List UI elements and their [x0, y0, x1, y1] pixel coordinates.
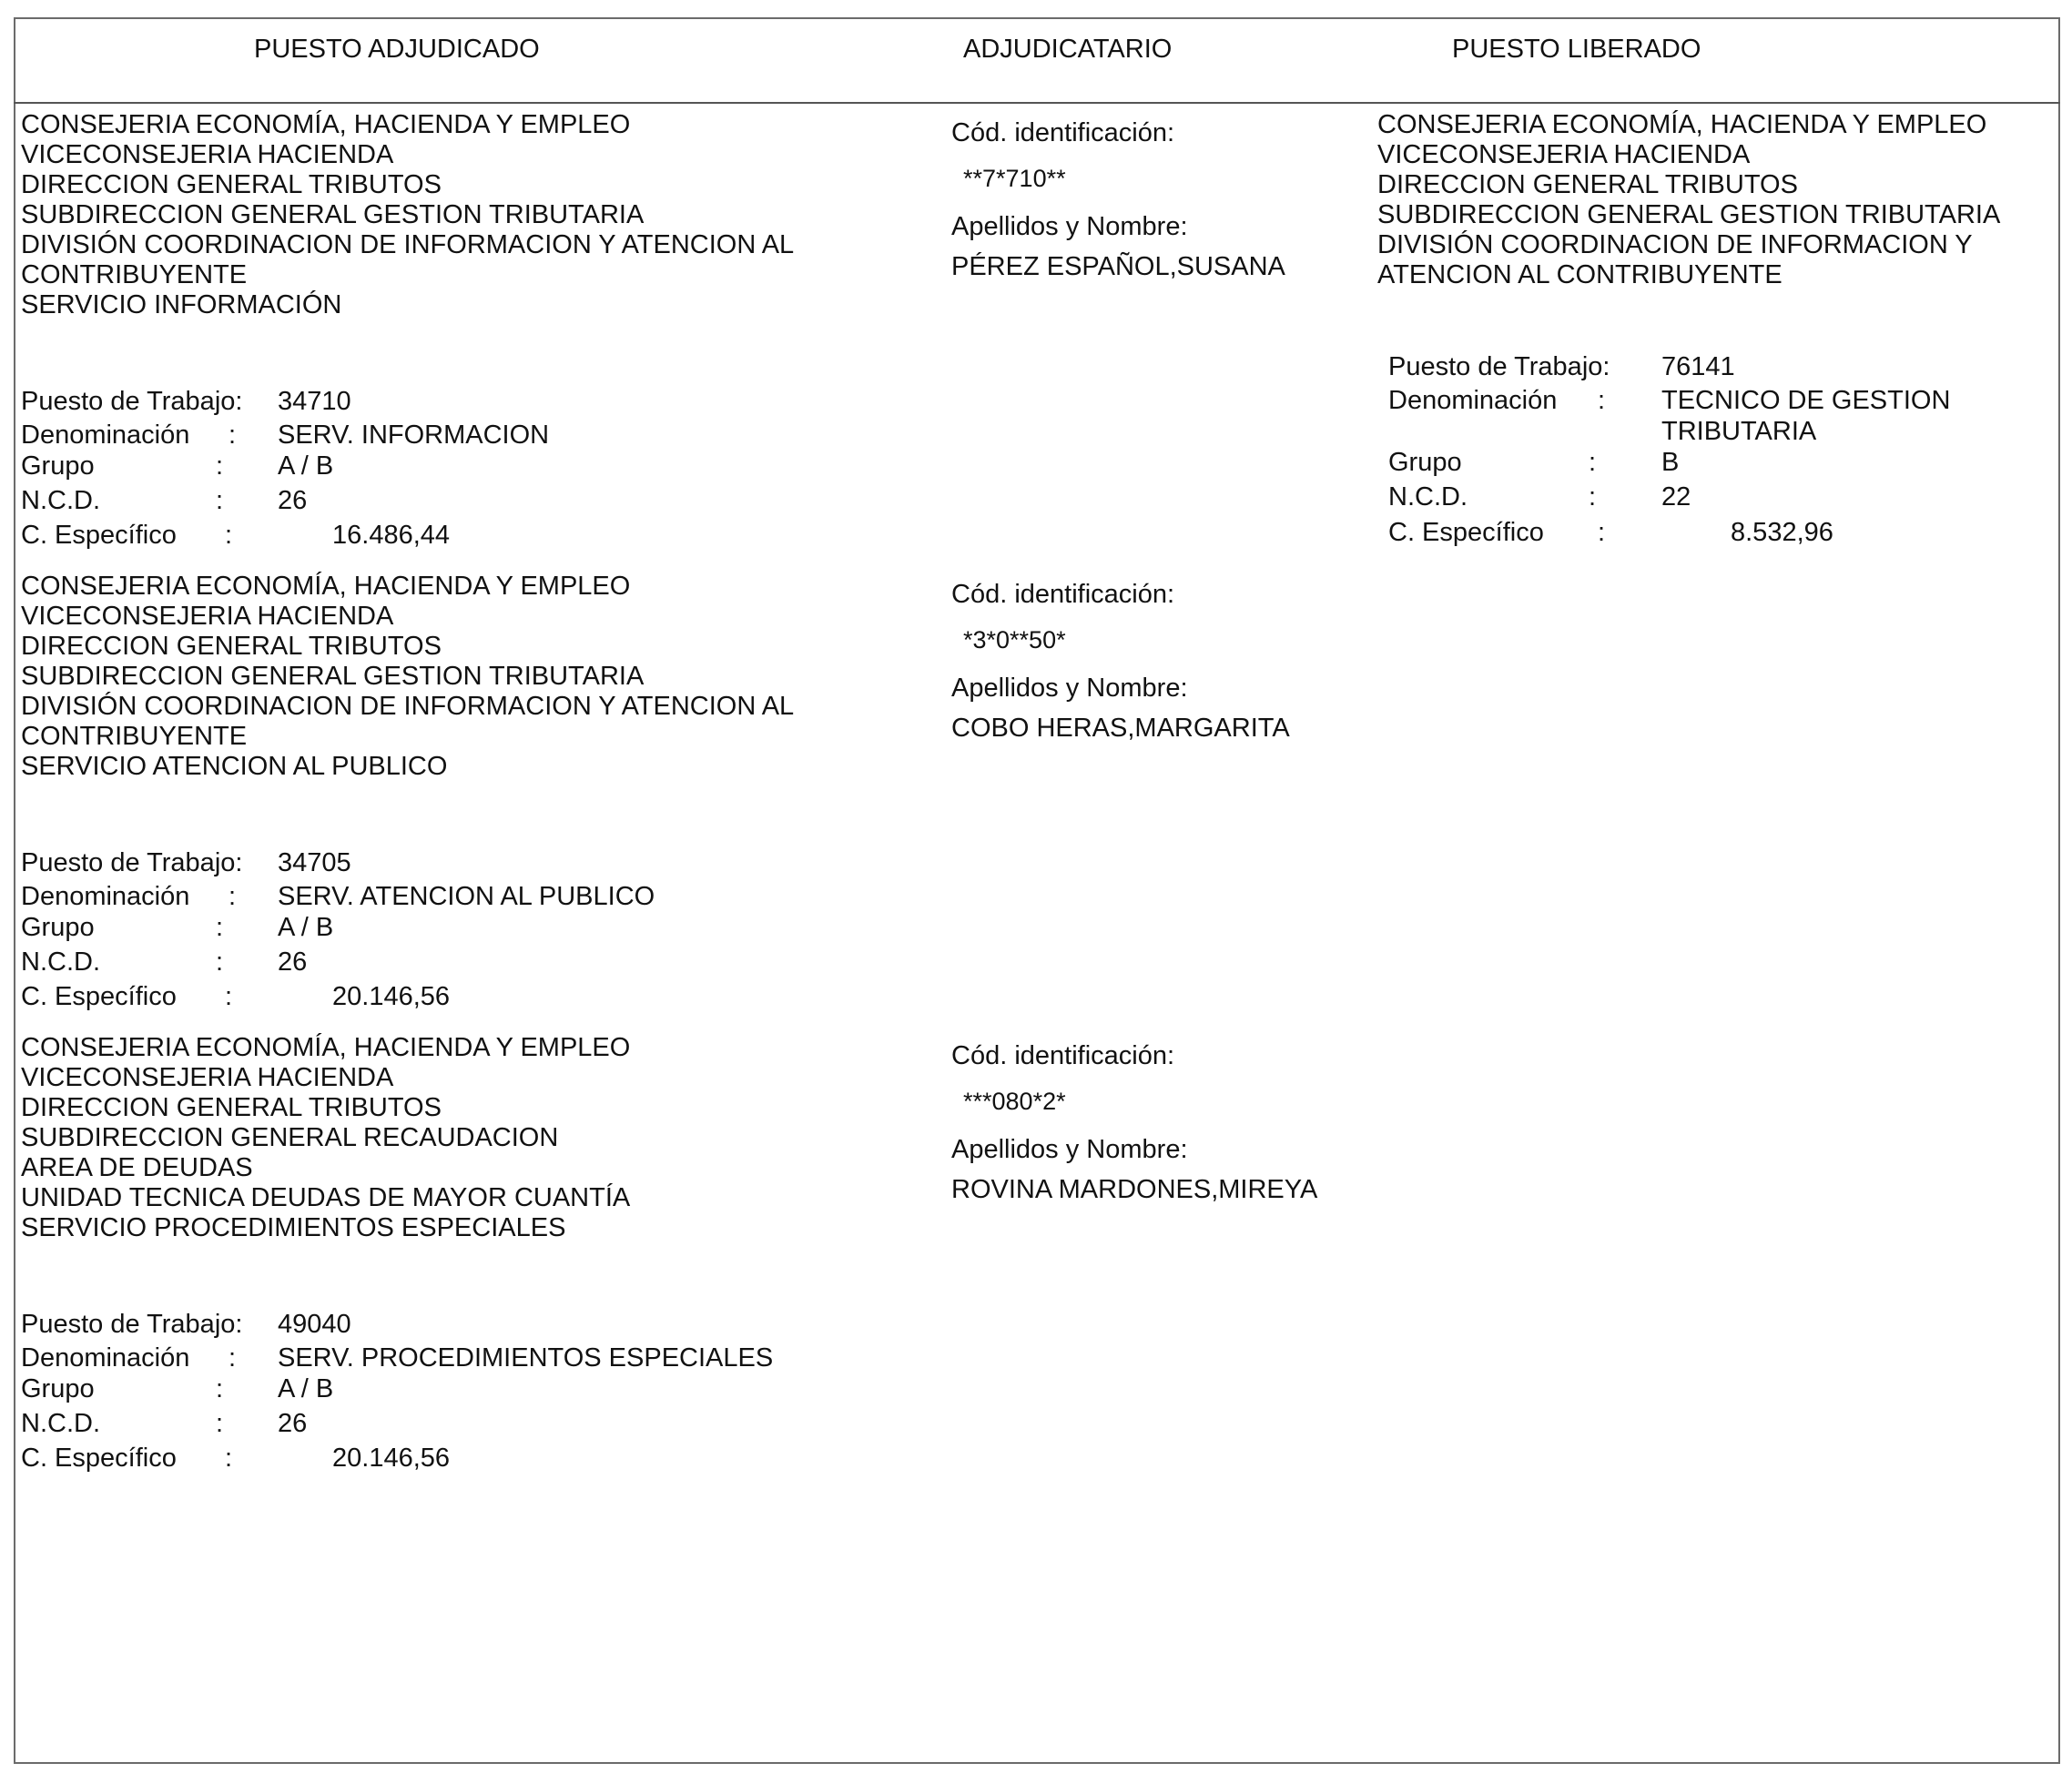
org-line: CONSEJERIA ECONOMÍA, HACIENDA Y EMPLEO — [21, 572, 631, 601]
grupo-value: A / B — [278, 451, 334, 481]
liberado-org-hierarchy — [1377, 110, 2000, 290]
entry-2-cod-label: Cód. identificación: — [951, 580, 1175, 609]
entry-1-nombre-label: Apellidos y Nombre: — [951, 212, 1188, 241]
org-line: DIRECCION GENERAL TRIBUTOS — [21, 1093, 442, 1122]
colon: : — [1598, 386, 1606, 415]
org-line: DIRECCION GENERAL TRIBUTOS — [1377, 170, 1798, 199]
ncd-value: 26 — [278, 947, 308, 977]
ncd-label: N.C.D. — [1388, 482, 1468, 512]
org-line: CONSEJERIA ECONOMÍA, HACIENDA Y EMPLEO — [21, 1033, 631, 1062]
denominacion-value: SERV. ATENCION AL PUBLICO — [278, 882, 655, 911]
denominacion-label: Denominación — [21, 882, 190, 911]
header-puesto-liberado: PUESTO LIBERADO — [1452, 35, 1701, 64]
puesto-label: Puesto de Trabajo: — [21, 387, 243, 416]
ncd-label: N.C.D. — [21, 486, 100, 515]
org-line: CONTRIBUYENTE — [21, 722, 248, 751]
denominacion-label: Denominación — [21, 1343, 190, 1373]
grupo-label: Grupo — [21, 451, 95, 481]
org-line: ATENCION AL CONTRIBUYENTE — [1377, 260, 1783, 289]
header-adjudicatario: ADJUDICATARIO — [963, 35, 1173, 64]
colon: : — [229, 1343, 237, 1373]
entry-2-cod-value: *3*0**50* — [963, 626, 1066, 653]
entry-2-nombre-value: COBO HERAS,MARGARITA — [951, 714, 1290, 743]
puesto-value: 49040 — [278, 1310, 351, 1339]
org-line: VICECONSEJERIA HACIENDA — [1377, 140, 1751, 169]
denominacion-value: TECNICO DE GESTION — [1661, 386, 1951, 415]
grupo-value: B — [1661, 448, 1680, 477]
org-line: VICECONSEJERIA HACIENDA — [21, 140, 394, 169]
colon: : — [216, 451, 224, 481]
header-divider — [14, 102, 2060, 104]
colon: : — [1589, 482, 1597, 512]
org-line: CONSEJERIA ECONOMÍA, HACIENDA Y EMPLEO — [21, 110, 631, 139]
grupo-label: Grupo — [1388, 448, 1462, 477]
entry-1-cod-label: Cód. identificación: — [951, 118, 1175, 147]
org-line: VICECONSEJERIA HACIENDA — [21, 1063, 394, 1092]
colon: : — [1598, 518, 1606, 547]
grupo-label: Grupo — [21, 913, 95, 942]
ncd-value: 26 — [278, 1409, 308, 1438]
colon: : — [229, 420, 237, 450]
ncd-label: N.C.D. — [21, 1409, 100, 1438]
colon: : — [225, 1444, 233, 1473]
especifico-label: C. Específico — [21, 521, 177, 550]
entry-3-cod-value: ***080*2* — [963, 1088, 1066, 1115]
colon: : — [216, 1409, 224, 1438]
colon: : — [225, 982, 233, 1011]
ncd-value: 26 — [278, 486, 308, 515]
org-line: CONTRIBUYENTE — [21, 260, 248, 289]
entry-2-org-hierarchy — [21, 572, 794, 782]
org-line: SUBDIRECCION GENERAL GESTION TRIBUTARIA — [21, 662, 645, 691]
colon: : — [216, 947, 224, 977]
puesto-value: 34705 — [278, 848, 351, 877]
org-line: UNIDAD TECNICA DEUDAS DE MAYOR CUANTÍA — [21, 1183, 631, 1212]
especifico-value: 20.146,56 — [332, 1444, 451, 1473]
colon: : — [229, 882, 237, 911]
puesto-value: 34710 — [278, 387, 351, 416]
entry-3-org-hierarchy — [21, 1033, 630, 1243]
org-line: SUBDIRECCION GENERAL GESTION TRIBUTARIA — [1377, 200, 2001, 229]
org-line: SERVICIO PROCEDIMIENTOS ESPECIALES — [21, 1213, 566, 1242]
colon: : — [216, 1374, 224, 1403]
org-line: DIVISIÓN COORDINACION DE INFORMACION Y — [1377, 230, 1973, 259]
especifico-value: 20.146,56 — [332, 982, 451, 1011]
colon: : — [225, 521, 233, 550]
entry-1-org-hierarchy — [21, 110, 794, 320]
especifico-label: C. Específico — [21, 982, 177, 1011]
org-line: SUBDIRECCION GENERAL RECAUDACION — [21, 1123, 559, 1152]
org-line: AREA DE DEUDAS — [21, 1153, 253, 1182]
liberado-denominacion-value-cont: TRIBUTARIA — [1661, 417, 1817, 446]
puesto-value: 76141 — [1661, 352, 1735, 381]
entry-3-nombre-label: Apellidos y Nombre: — [951, 1135, 1188, 1164]
especifico-label: C. Específico — [21, 1444, 177, 1473]
grupo-value: A / B — [278, 1374, 334, 1403]
especifico-value: 16.486,44 — [332, 521, 451, 550]
ncd-value: 22 — [1661, 482, 1691, 512]
colon: : — [216, 486, 224, 515]
org-line: DIVISIÓN COORDINACION DE INFORMACION Y ATENCION AL — [21, 692, 795, 721]
org-line: DIRECCION GENERAL TRIBUTOS — [21, 170, 442, 199]
org-line: DIRECCION GENERAL TRIBUTOS — [21, 632, 442, 661]
org-line: CONSEJERIA ECONOMÍA, HACIENDA Y EMPLEO — [1377, 110, 1987, 139]
grupo-label: Grupo — [21, 1374, 95, 1403]
especifico-value: 8.532,96 — [1731, 518, 1833, 547]
header-puesto-adjudicado: PUESTO ADJUDICADO — [254, 35, 540, 64]
grupo-value: A / B — [278, 913, 334, 942]
org-line: SERVICIO ATENCION AL PUBLICO — [21, 752, 448, 781]
org-line: VICECONSEJERIA HACIENDA — [21, 602, 394, 631]
entry-3-cod-label: Cód. identificación: — [951, 1041, 1175, 1070]
especifico-label: C. Específico — [1388, 518, 1544, 547]
colon: : — [216, 913, 224, 942]
puesto-label: Puesto de Trabajo: — [21, 848, 243, 877]
entry-2-nombre-label: Apellidos y Nombre: — [951, 674, 1188, 703]
org-line: SUBDIRECCION GENERAL GESTION TRIBUTARIA — [21, 200, 645, 229]
entry-1-nombre-value: PÉREZ ESPAÑOL,SUSANA — [951, 252, 1285, 281]
puesto-label: Puesto de Trabajo: — [1388, 352, 1610, 381]
denominacion-value: SERV. INFORMACION — [278, 420, 550, 450]
denominacion-label: Denominación — [1388, 386, 1558, 415]
org-line: DIVISIÓN COORDINACION DE INFORMACION Y ATENCION AL — [21, 230, 795, 259]
org-line: SERVICIO INFORMACIÓN — [21, 290, 342, 319]
entry-3-nombre-value: ROVINA MARDONES,MIREYA — [951, 1175, 1318, 1204]
entry-1-cod-value: **7*710** — [963, 165, 1066, 192]
denominacion-label: Denominación — [21, 420, 190, 450]
puesto-label: Puesto de Trabajo: — [21, 1310, 243, 1339]
colon: : — [1589, 448, 1597, 477]
ncd-label: N.C.D. — [21, 947, 100, 977]
denominacion-value: SERV. PROCEDIMIENTOS ESPECIALES — [278, 1343, 774, 1373]
